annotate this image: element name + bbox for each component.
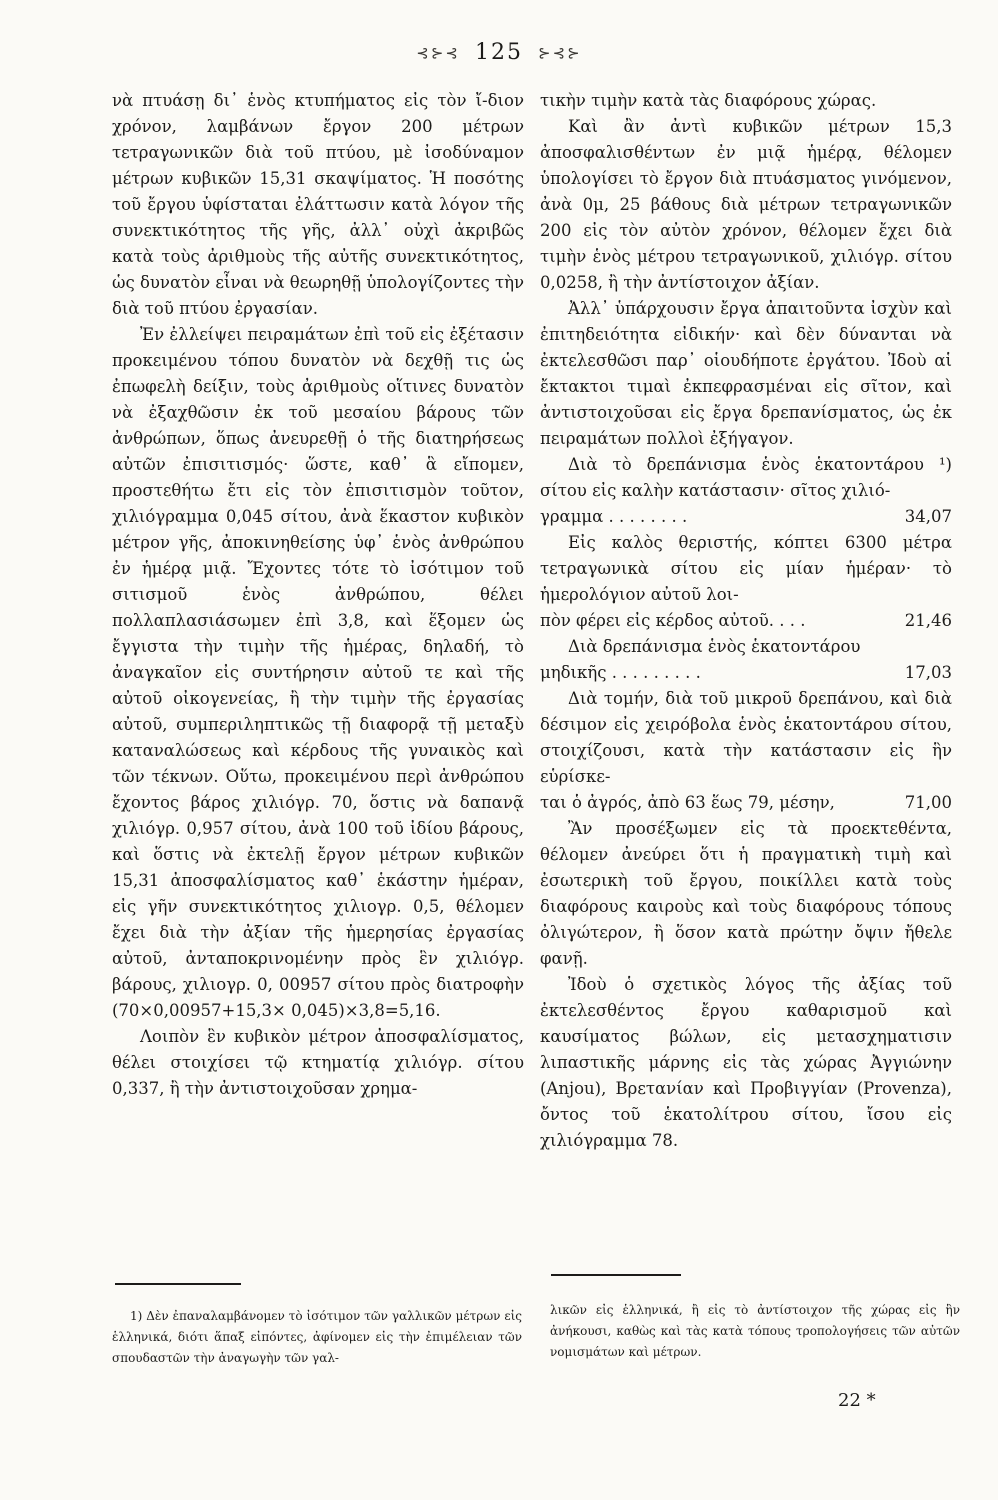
price-item — [540, 634, 952, 686]
footnote-divider — [551, 1274, 681, 1276]
price-amount: 17,03 — [904, 663, 952, 682]
price-item-text: Διὰ τὸ δρεπάνισμα ἑνὸς ἑκατοντάρου ¹) σίτου εἰς καλὴν κατάστασιν· σῖτος χιλιό- — [540, 455, 952, 500]
left-column — [112, 88, 524, 1102]
price-item-last-line: μηδικῆς . . . . . . . . . — [540, 663, 701, 682]
price-item-row — [540, 660, 952, 686]
signature-mark: 22 * — [838, 1390, 876, 1411]
footnote-divider — [115, 1283, 241, 1285]
paragraph: Καὶ ἂν ἀντὶ κυβικῶν μέτρων 15,3 ἀποσφαλισθέντων ἐν μιᾷ ἡμέρᾳ, θέλομεν ὑπολογίσει τὸ ἔργον διὰ πτυάσματος γινόμενον, ἀνὰ 0μ, 25 βάθους διὰ μέτρων τετραγωνικῶν 200 εἰς τὸν αὐτὸν χρόνον, θέλομεν ἔχει διὰ τιμὴν ἑνὸς μέτρου τετραγωνικοῦ, χιλιόγρ. σίτου 0,0258, ἢ τὴν ἀντίστοιχον ἀξίαν. — [540, 117, 952, 292]
price-amount: 34,07 — [904, 507, 952, 526]
price-item-last-line: ται ὁ ἀγρός, ἀπὸ 63 ἕως 79, μέσην, — [540, 793, 835, 812]
paragraph: Ἀλλ᾽ ὑπάρχουσιν ἔργα ἀπαιτοῦντα ἰσχὺν καὶ ἐπιτηδειότητα εἰδικήν· καὶ δὲν δύνανται νὰ ἐκτελεσθῶσι παρ᾽ οἱουδήποτε ἐργάτου. Ἰδοὺ αἱ ἔκτακτοι τιμαὶ ἐκπεφρασμέναι εἰς σῖτον, καὶ ἀντιστοιχοῦσαι εἰς ἔργα δρεπανίσματος, ὡς ἐκ πειραμάτων πολλοὶ ἐξήγαγον. — [540, 299, 952, 448]
price-item — [540, 530, 952, 634]
ornament-right-icon: ⊱⊰⊱ — [538, 44, 582, 62]
paragraph: νὰ πτυάσῃ δι᾽ ἑνὸς κτυπήματος εἰς τὸν ἴ-διον χρόνον, λαμβάνων ἔργον 200 μέτρων τετραγωνικῶν διὰ τοῦ πτύου, μὲ ἰσοδύναμον μέτρων κυβικῶν 15,31 σκαψίματος. Ἡ ποσότης τοῦ ἔργου ὑφίσταται ἐλάττωσιν κατὰ λόγον τῆς συνεκτικότητος τῆς γῆς, ἀλλ᾽ οὐχὶ ἀκριβῶς κατὰ τοὺς ἀριθμοὺς τῆς αὐτῆς συνεκτικότητος, ὡς δυνατὸν εἶναι νὰ θεωρηθῇ ὑπολογίζοντες τὴν διὰ τοῦ πτύου ἐργασίαν. — [112, 91, 524, 318]
price-amount: 21,46 — [904, 611, 952, 630]
price-amount: 71,00 — [904, 793, 952, 812]
paragraph: Λοιπὸν ἓν κυβικὸν μέτρον ἀποσφαλίσματος, θέλει στοιχίσει τῷ κτηματίᾳ χιλιόγρ. σίτου 0,337, ἢ τὴν ἀντιστοιχοῦσαν χρημα- — [112, 1027, 524, 1098]
price-item-row — [540, 608, 952, 634]
footnote-left: 1) Δὲν ἐπαναλαμβάνομεν τὸ ἰσότιμον τῶν γαλλικῶν μέτρων εἰς ἑλληνικά, διότι ἅπαξ εἰπόντες, ἀφίνομεν εἰς τὴν ἐπιμέλειαν τῶν σπουδαστῶν τὴν ἀναγωγὴν τῶν γαλ- — [112, 1309, 522, 1365]
ornament-left-icon: ⊰⊱⊰ — [416, 44, 460, 62]
price-item-last-line: πὸν φέρει εἰς κέρδος αὐτοῦ. . . . — [540, 611, 806, 630]
price-item-row — [540, 504, 952, 530]
page-header — [0, 40, 998, 65]
paragraph: Ἐν ἐλλείψει πειραμάτων ἐπὶ τοῦ εἰς ἐξέτασιν προκειμένου τόπου δυνατὸν νὰ δεχθῇ τις ὡς ἐπωφελὴ δείξιν, τοὺς ἀριθμοὺς οἵτινες δυνατὸν νὰ ἐξαχθῶσιν ἐκ τοῦ μεσαίου βάρους τῶν ἀνθρώπων, ὅπως ἀνευρεθῇ ὁ τῆς διατηρήσεως αὐτῶν ἐπισιτισμός· ὥστε, καθ᾽ ἃ εἴπομεν, προστεθήτω ἔτι εἰς τὸν ἐπισιτισμὸν τοῦτον, χιλιόγραμμα 0,045 σίτου, ἀνὰ ἕκαστον κυβικὸν μέτρον γῆς, ἀποκινηθείσης ὑφ᾽ ἑνὸς ἀνθρώπου ἐν ἡμέρᾳ μιᾷ. Ἔχοντες τότε τὸ ἰσότιμον τοῦ σιτισμοῦ ἑνὸς ἀνθρώπου, θέλει πολλαπλασιάσωμεν ἐπὶ 3,8, καὶ ἕξομεν ὡς ἔγγιστα τὴν τιμὴν τῆς ἡμέρας, δηλαδή, τὸ ἀναγκαῖον εἰς συντήρησιν αὐτοῦ τε καὶ τῆς αὐτοῦ οἰκογενείας, ἢ τὴν τιμὴν τῆς ἐργασίας αὐτοῦ, συμπεριληπτικῶς τῇ διαφορᾷ τῇ μεταξὺ καταναλώσεως καὶ κέρδους τῆς γυναικὸς καὶ τῶν τέκνων. Οὕτω, προκειμένου περὶ ἀνθρώπου ἔχοντος βάρος χιλιόγρ. 70, ὅστις νὰ δαπανᾷ χιλιόγρ. 0,957 σίτου, ἀνὰ 100 τοῦ ἰδίου βάρους, καὶ ὅστις νὰ ἐκτελῇ ἔργον μέτρων κυβικῶν 15,31 ἀποσφαλίσματος καθ᾽ ἑκάστην ἡμέραν, εἰς γῆν συνεκτικότητος χιλιογρ. 0,5, θέλομεν ἔχει διὰ τὴν ἀξίαν τῆς ἡμερησίας ἐργασίας αὐτοῦ, ἀνταποκρινομένην πρὸς ἓν χιλιόγρ. βάρους, χιλιογρ. 0, 00957 σίτου πρὸς διατροφὴν (70×0,00957+15,3× 0,045)×3,8=5,16. — [112, 325, 524, 1020]
price-item-text: Διὰ τομήν, διὰ τοῦ μικροῦ δρεπάνου, καὶ διὰ δέσιμον εἰς χειρόβολα ἑνὸς ἑκατοντάρου σίτου, στοιχίζουσι, κατὰ τὴν κατάστασιν εἰς ἣν εὑρίσκε- — [540, 689, 952, 786]
footnote-right: λικῶν εἰς ἑλληνικά, ἢ εἰς τὸ ἀντίστοιχον τῆς χώρας εἰς ἣν ἀνήκουσι, καθὼς καὶ τὰς κατὰ τόπους τροπολογήσεις τῶν αὐτῶν νομισμάτων καὶ μέτρων. — [550, 1303, 960, 1359]
price-item — [540, 686, 952, 816]
paragraph: τικὴν τιμὴν κατὰ τὰς διαφόρους χώρας. — [540, 91, 877, 110]
price-item — [540, 452, 952, 530]
page-number: 125 — [475, 40, 523, 65]
price-item-text: Διὰ δρεπάνισμα ἑνὸς ἑκατοντάρου — [568, 637, 861, 656]
price-item-row — [540, 790, 952, 816]
paragraph: Ἂν προσέξωμεν εἰς τὰ προεκτεθέντα, θέλομεν ἀνεύρει ὅτι ἡ πραγματικὴ τιμὴ καὶ ἐσωτερικὴ τοῦ ἔργου, ποικίλλει κατὰ τοὺς διαφόρους καιροὺς καὶ τοὺς διαφόρους τόπους ὀλιγώτερον, ἢ ὅσον κατὰ πρώτην ὄψιν ἤθελε φανῇ. — [540, 819, 952, 968]
price-item-text: Εἰς καλὸς θεριστής, κόπτει 6300 μέτρα τετραγωνικὰ σίτου εἰς μίαν ἡμέραν· τὸ ἡμερολόγιον αὐτοῦ λοι- — [540, 533, 952, 604]
price-item-last-line: γραμμα . . . . . . . . — [540, 507, 688, 526]
paragraph: Ἰδοὺ ὁ σχετικὸς λόγος τῆς ἀξίας τοῦ ἐκτελεσθέντος ἔργου καθαρισμοῦ καὶ καυσίματος βώλων, εἰς μετασχηματισιν λιπαστικῆς μάρνης εἰς τὰς χώρας Ἀγγιώνην (Anjou), Βρετανίαν καὶ Προβιγγίαν (Provenza), ὄντος τοῦ ἑκατολίτρου σίτου, ἴσου εἰς χιλιόγραμμα 78. — [540, 975, 952, 1150]
right-column — [540, 88, 952, 1154]
